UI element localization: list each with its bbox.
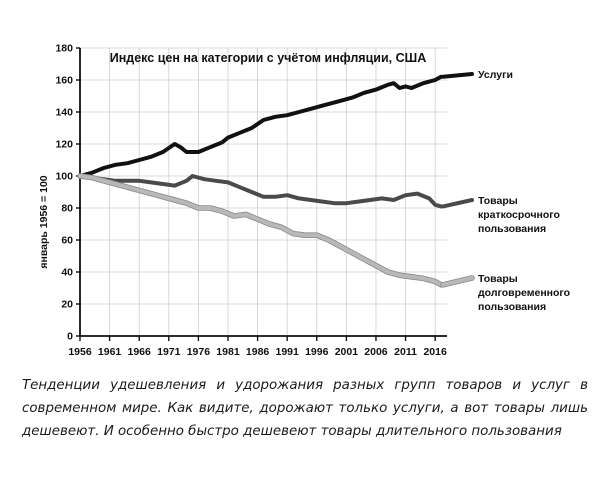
y-tick-label: 140 bbox=[55, 106, 73, 119]
legend-label: Услуги bbox=[478, 69, 513, 81]
legend-label: краткосрочного bbox=[478, 209, 560, 221]
x-tick-label: 2016 bbox=[423, 346, 447, 358]
y-tick-label: 160 bbox=[55, 74, 73, 87]
series-layer bbox=[80, 77, 441, 285]
x-tick-label: 1996 bbox=[305, 346, 329, 358]
y-tick-label: 0 bbox=[67, 330, 73, 343]
y-tick-label: 180 bbox=[55, 42, 73, 55]
x-tick-label: 1986 bbox=[245, 346, 270, 358]
legend-label: пользования bbox=[478, 223, 547, 235]
y-tick-label: 40 bbox=[61, 266, 73, 279]
chart-title: Индекс цен на категории с учётом инфляции, США bbox=[109, 51, 427, 65]
legend-layer bbox=[443, 69, 570, 313]
x-tick-label: 1966 bbox=[127, 346, 151, 358]
y-tick-label: 120 bbox=[55, 138, 73, 151]
x-tick-label: 1976 bbox=[186, 346, 211, 358]
series-line bbox=[80, 77, 441, 176]
figure-caption: Тенденции удешевления и удорожания разных групп товаров и услуг в современном мире. Как видите, дорожают только услуги, а вот товары лишь дешевеют. И особенно быстро дешевеют товары длительного пользования bbox=[22, 378, 588, 439]
x-tick-label: 2011 bbox=[394, 346, 417, 358]
x-tick-label: 1971 bbox=[157, 346, 181, 358]
series-line-outline bbox=[80, 176, 441, 285]
x-tick-label: 2006 bbox=[364, 346, 388, 358]
x-tick-label: 1981 bbox=[216, 346, 240, 358]
legend-label: долговременного bbox=[478, 287, 571, 299]
y-tick-label: 80 bbox=[61, 202, 73, 215]
y-axis-label: январь 1956 = 100 bbox=[38, 175, 50, 269]
y-tick-label: 100 bbox=[55, 170, 73, 183]
legend-label: пользования bbox=[478, 301, 547, 313]
x-tick-label: 1961 bbox=[97, 346, 122, 358]
y-tick-label: 60 bbox=[61, 234, 73, 247]
x-tick-label: 1991 bbox=[275, 346, 299, 358]
y-tick-label: 20 bbox=[61, 298, 73, 311]
legend-label: Товары bbox=[478, 195, 518, 207]
x-tick-label: 1956 bbox=[68, 346, 92, 358]
legend-leader bbox=[443, 74, 472, 77]
legend-leader bbox=[443, 200, 472, 206]
x-tick-label: 2001 bbox=[334, 346, 359, 358]
legend-label: Товары bbox=[478, 273, 518, 285]
